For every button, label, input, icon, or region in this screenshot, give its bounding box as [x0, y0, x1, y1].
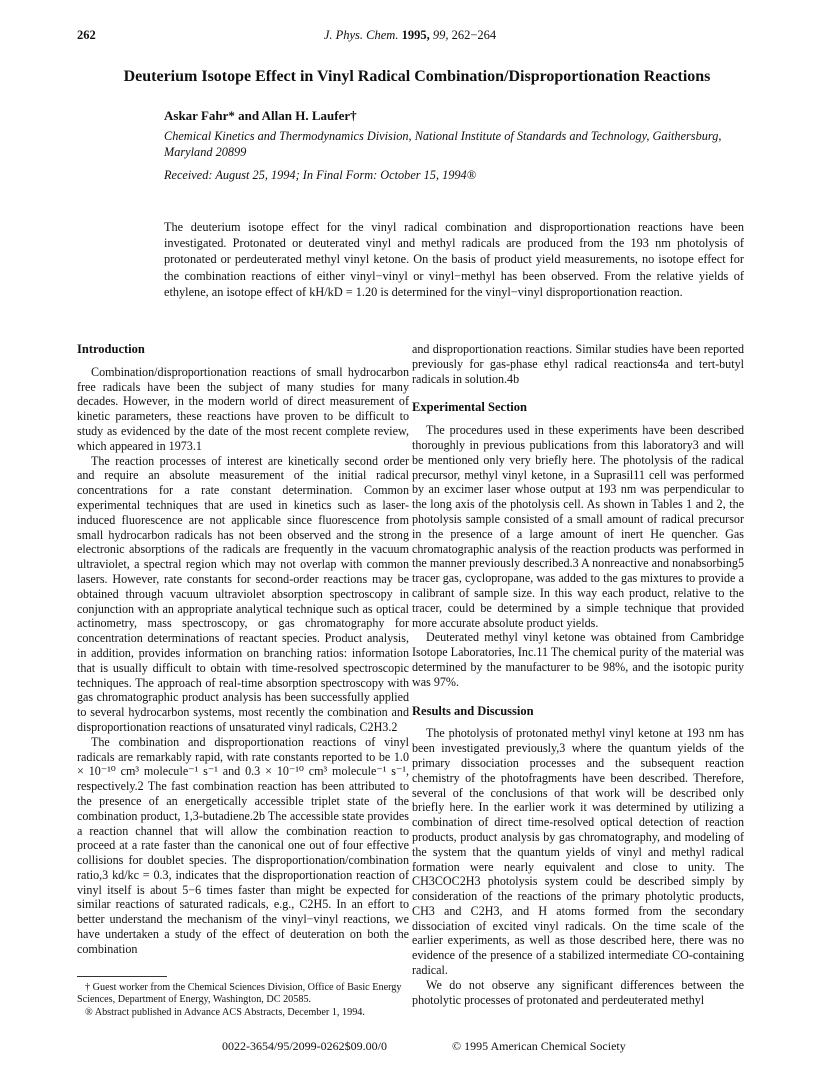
article-code: 0022-3654/95/2099-0262$09.00/0 [222, 1039, 387, 1053]
left-column [77, 342, 409, 957]
abstract: The deuterium isotope effect for the vinyl radical combination and disproportionation reactions have been investigated. Protonated or deuterated vinyl and methyl radicals are produced from the 193 nm photolysis of protonated or perdeuterated methyl vinyl ketone. On the basis of product yield measurements, no isotope effect for the combination reactions of either vinyl−vinyl or vinyl−methyl has been observed. From the relative yields of ethylene, an isotope effect of kH/kD = 1.20 is determined for the vinyl−vinyl disproportionation reaction. [164, 220, 744, 299]
introduction-heading: Introduction [77, 342, 145, 356]
footnote-guest-worker: † Guest worker from the Chemical Sciences Division, Office of Basic Energy Sciences, Department of Energy, Washington, DC 20585. [77, 982, 402, 1006]
footnote-abstract-published: ® Abstract published in Advance ACS Abstracts, December 1, 1994. [85, 1006, 365, 1018]
continued-paragraph: and disproportionation reactions. Similar studies have been reported previously for gas-phase ethyl radical reactions4a and tert-butyl radicals in solution.4b [412, 342, 744, 386]
journal-reference [0, 28, 820, 43]
authors: Askar Fahr* and Allan H. Laufer† [164, 108, 357, 123]
page-number: 262 [77, 28, 96, 42]
journal-pages: 262−264 [451, 28, 497, 42]
affiliation: Chemical Kinetics and Thermodynamics Division, National Institute of Standards and Technology, Gaithersburg, Maryland 20899 [164, 129, 722, 159]
journal-name: J. Phys. Chem. [323, 28, 399, 42]
results-heading: Results and Discussion [412, 703, 534, 718]
experimental-paragraph: Deuterated methyl vinyl ketone was obtained from Cambridge Isotope Laboratories, Inc.11 The chemical purity of the material was determined by the manufacturer to be 98%, and the isotopic purity was 97%. [412, 630, 744, 689]
received-dates: Received: August 25, 1994; In Final Form: October 15, 1994® [164, 168, 477, 182]
right-column [412, 342, 744, 1007]
journal-volume: 99, [432, 28, 449, 42]
results-paragraph: We do not observe any significant differences between the photolytic processes of protonated and perdeuterated methyl [412, 977, 744, 1007]
introduction-paragraph: The combination and disproportionation reactions of vinyl radicals are remarkably rapid, with rate constants reported to be 1.0 × 10⁻¹⁰ cm³ molecule⁻¹ s⁻¹ and 0.3 × 10⁻¹⁰ cm³ molecule⁻¹ s⁻¹, respectively.2 The fast combination reaction has been attributed to the presence of an energetically accessible triplet state of the combination product, 1,3-butadiene.2b The accessible state provides a reaction channel that will allow the combination reaction to proceed at a rate faster than the canonical one out of four effective collisions for doublet species. The disproportionation/combination ratio,3 kd/kc = 0.3, indicates that the disproportionation reaction of vinyl itself is about 5−6 times faster than might be expected for similar reactions of saturated radicals, e.g., C2H5. In an effort to better understand the mechanism of the vinyl−vinyl reactions, we have undertaken a study of the effect of deuteration on both the combination [77, 734, 409, 956]
copyright: © 1995 American Chemical Society [452, 1039, 626, 1053]
experimental-heading: Experimental Section [412, 400, 527, 415]
footnote-rule [77, 976, 167, 977]
experimental-paragraph: The procedures used in these experiments have been described thoroughly in previous publications from this laboratory3 and will be mentioned only very briefly here. The photolysis of the radical precursor, methyl vinyl ketone, in a Suprasil11 cell was performed by an excimer laser whose output at 193 nm was perpendicular to the long axis of the photolysis cell. As shown in Tables 1 and 2, the photolysis sample consisted of a small amount of radical precursor in the presence of a large amount of inert He quencher. Gas chromatographic analysis of the reaction products was performed in the manner previously described.3 A nonreactive and nonabsorbing5 tracer gas, cyclopropane, was added to the gas mixtures to provide a calibrant of sample size. In this way each product, relative to the tracer, could be determined by a simple technique that provided more accurate absolute product yields. [412, 423, 744, 630]
footnotes [77, 982, 409, 1019]
introduction-paragraph: Combination/disproportionation reactions of small hydrocarbon free radicals have been the subject of many studies for many decades. However, in the modern world of direct measurement of kinetic parameters, these reactions have proven to be difficult to study as evidenced by the date of the most recent complete review, which appeared in 1973.1 [77, 364, 409, 453]
article-title: Deuterium Isotope Effect in Vinyl Radical Combination/Disproportionation Reactions [123, 68, 711, 85]
introduction-paragraph: The reaction processes of interest are kinetically second order and require an absolute measurement of the initial radical concentrations for a rate constant determination. Common experimental techniques that are used in kinetics such as laser-induced fluorescence are not applicable since fluorescence from small hydrocarbon radicals has not been observed and the strong electronic absorptions of the radicals are frequently in the vacuum ultraviolet, a spectral region which may not overlap with common lasers. However, rate constants for second-order reactions may be obtained through vacuum ultraviolet absorption spectroscopy in conjunction with an appropriate analytical technique such as optical actinometry, mass spectroscopy, or gas chromatography for concentration determinations of reactant species. Product analysis, in addition, provides information on branching ratios: information that is usually difficult to obtain with time-resolved spectroscopic techniques. The approach of real-time absorption spectroscopy with gas chromatographic product analysis has been successfully applied to several hydrocarbon systems, most recently the combination and disproportionation reactions of unsaturated vinyl radicals, C2H3.2 [77, 453, 409, 734]
results-paragraph: The photolysis of protonated methyl vinyl ketone at 193 nm has been investigated previously,3 where the quantum yields of the primary dissociation processes and the subsequent reaction chemistry of the photofragments have been described. Therefore, several of the conclusions of that work will be described only briefly here. In the earlier work it was determined by utilizing a combination of direct time-resolved optical detection of reaction products, product analysis by gas chromatography, and modeling of the system that the quantum yields of vinyl and methyl radical formation were nearly equivalent and close to unity. The CH3COC2H3 photolysis system could be described simply by consideration of the reactions of the primary photolytic products, CH3 and C2H3, and H atoms formed from the secondary dissociation of excited vinyl radicals. On the time scale of the earlier experiments, as well as those described here, there was no evidence of the presence of a stabilized intermediate CO-containing radical. [412, 726, 744, 978]
journal-year: 1995, [401, 28, 430, 42]
